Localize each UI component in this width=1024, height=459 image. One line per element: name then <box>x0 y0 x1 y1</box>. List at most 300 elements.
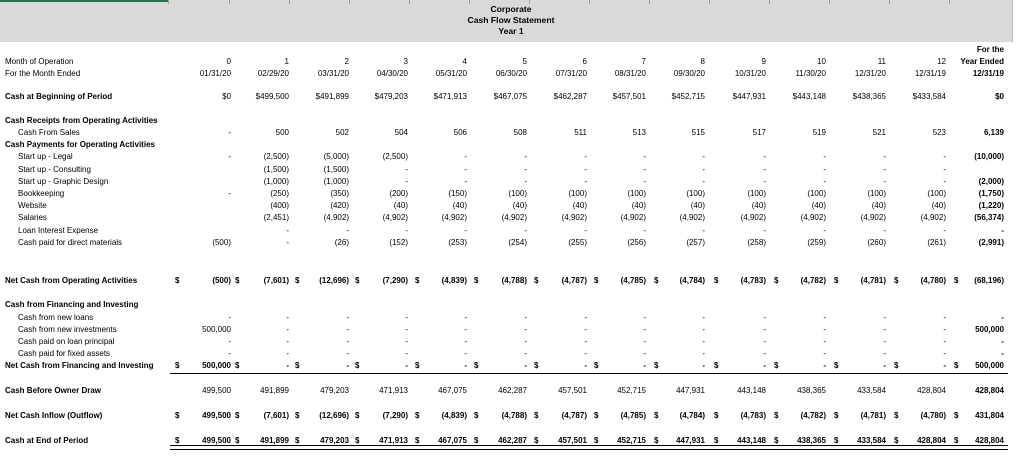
row-value: 462,287 <box>498 386 527 395</box>
row-value: 443,148 <box>737 386 766 395</box>
row-value: - <box>763 165 766 174</box>
row-label: Bookkeeping <box>18 189 65 198</box>
row-value: - <box>524 152 527 161</box>
row-year-total: 500,000 <box>975 361 1004 370</box>
currency-symbol: $ <box>774 436 779 445</box>
month-number: 2 <box>344 57 349 66</box>
currency-symbol: $ <box>474 436 479 445</box>
row-value: - <box>405 226 408 235</box>
currency-symbol: $ <box>954 436 959 445</box>
row-value: - <box>823 165 826 174</box>
currency-symbol: $ <box>355 361 360 370</box>
currency-symbol: $ <box>175 276 180 285</box>
row-value: (4,902) <box>501 213 527 222</box>
row-year-total: (2,991) <box>978 238 1004 247</box>
row-label: Net Cash from Financing and Investing <box>5 361 154 370</box>
currency-symbol: $ <box>235 361 240 370</box>
row-value: - <box>643 152 646 161</box>
currency-symbol: $ <box>774 276 779 285</box>
row-year-total: (1,750) <box>978 189 1004 198</box>
row-value: - <box>524 313 527 322</box>
row-year-total: (1,220) <box>978 201 1004 210</box>
row-value: - <box>883 177 886 186</box>
row-value: 447,931 <box>676 386 705 395</box>
row-year-total: (68,196) <box>974 276 1004 285</box>
row-value: - <box>643 349 646 358</box>
row-year-total: (56,374) <box>974 213 1004 222</box>
row-value: - <box>346 337 349 346</box>
row-label: Cash paid for direct materials <box>18 238 123 247</box>
month-date: 08/31/20 <box>614 69 646 78</box>
period-title: Year 1 <box>498 26 524 36</box>
row-value: - <box>524 177 527 186</box>
row-label: Cash from new loans <box>18 313 94 322</box>
row-value: - <box>883 226 886 235</box>
row-value: $438,365 <box>852 92 886 101</box>
currency-symbol: $ <box>654 361 659 370</box>
row-label: Cash from new investments <box>18 325 117 334</box>
row-value: - <box>228 128 231 137</box>
row-value: - <box>823 313 826 322</box>
currency-symbol: $ <box>415 361 420 370</box>
row-year-total: 431,804 <box>975 411 1004 420</box>
row-year-total: - <box>1001 337 1004 346</box>
row-label: Start up - Graphic Design <box>18 177 109 186</box>
selected-column-indicator <box>0 0 168 2</box>
row-year-total: - <box>1001 349 1004 358</box>
row-value: (259) <box>807 238 826 247</box>
row-value: - <box>464 361 467 370</box>
month-number: 0 <box>226 57 231 66</box>
row-value: - <box>464 165 467 174</box>
row-value: - <box>823 361 826 370</box>
row-value: (7,601) <box>263 276 289 285</box>
row-label: Cash paid for fixed assets <box>18 349 111 358</box>
row-value: - <box>883 337 886 346</box>
row-value: 517 <box>752 128 766 137</box>
currency-symbol: $ <box>834 276 839 285</box>
row-value: (500) <box>212 276 231 285</box>
row-value: (5,000) <box>323 152 349 161</box>
row-value: 438,365 <box>797 386 826 395</box>
row-value: - <box>823 177 826 186</box>
row-value: 523 <box>932 128 946 137</box>
row-value: - <box>228 152 231 161</box>
row-value: 500,000 <box>202 361 231 370</box>
row-value: $452,715 <box>671 92 705 101</box>
row-value: (12,696) <box>319 276 349 285</box>
month-date: 04/30/20 <box>376 69 408 78</box>
row-value: - <box>286 349 289 358</box>
row-value: - <box>943 165 946 174</box>
row-value: - <box>763 325 766 334</box>
currency-symbol: $ <box>714 411 719 420</box>
row-value: (4,785) <box>620 276 646 285</box>
row-value: - <box>346 349 349 358</box>
currency-symbol: $ <box>235 276 240 285</box>
row-value: - <box>584 165 587 174</box>
row-value: - <box>584 337 587 346</box>
row-value: $447,931 <box>732 92 766 101</box>
row-value: 452,715 <box>617 386 646 395</box>
row-value: - <box>405 361 408 370</box>
row-value: (100) <box>927 189 946 198</box>
row-value: - <box>286 361 289 370</box>
row-value: (4,787) <box>561 276 587 285</box>
row-value: - <box>702 337 705 346</box>
row-value: (100) <box>867 189 886 198</box>
row-value: 521 <box>872 128 886 137</box>
month-number: 10 <box>817 57 826 66</box>
row-year-total: - <box>1001 226 1004 235</box>
row-value: 499,500 <box>202 386 231 395</box>
currency-symbol: $ <box>654 411 659 420</box>
currency-symbol: $ <box>175 411 180 420</box>
row-label: Cash Payments for Operating Activities <box>5 140 155 149</box>
row-value: 433,584 <box>857 436 886 445</box>
row-value: - <box>464 152 467 161</box>
currency-symbol: $ <box>175 361 180 370</box>
currency-symbol: $ <box>594 436 599 445</box>
month-date: 06/30/20 <box>495 69 527 78</box>
month-number: 8 <box>700 57 705 66</box>
row-value: 499,500 <box>202 411 231 420</box>
row-value: - <box>405 349 408 358</box>
row-value: - <box>228 189 231 198</box>
currency-symbol: $ <box>415 411 420 420</box>
row-value: - <box>464 226 467 235</box>
currency-symbol: $ <box>654 436 659 445</box>
row-value: - <box>464 313 467 322</box>
row-value: 462,287 <box>498 436 527 445</box>
row-value: 438,365 <box>797 436 826 445</box>
row-value: 428,804 <box>917 386 946 395</box>
row-value: - <box>524 226 527 235</box>
row-value: (12,696) <box>319 411 349 420</box>
row-value: - <box>943 325 946 334</box>
row-value: - <box>763 152 766 161</box>
row-value: - <box>702 361 705 370</box>
row-value: - <box>883 361 886 370</box>
row-value: - <box>643 165 646 174</box>
row-value: 443,148 <box>737 436 766 445</box>
currency-symbol: $ <box>594 411 599 420</box>
row-value: - <box>524 325 527 334</box>
row-value: - <box>883 349 886 358</box>
month-date: 09/30/20 <box>673 69 705 78</box>
row-value: - <box>943 361 946 370</box>
row-value: 428,804 <box>917 436 946 445</box>
column-divider <box>289 0 290 4</box>
row-value: 500 <box>275 128 289 137</box>
currency-symbol: $ <box>415 276 420 285</box>
column-divider <box>349 0 350 4</box>
row-value: - <box>702 165 705 174</box>
row-label: Cash Before Owner Draw <box>5 386 102 395</box>
currency-symbol: $ <box>894 361 899 370</box>
row-value: - <box>702 325 705 334</box>
row-value: 491,899 <box>260 386 289 395</box>
currency-symbol: $ <box>834 436 839 445</box>
currency-symbol: $ <box>714 276 719 285</box>
row-value: (150) <box>448 189 467 198</box>
row-label: Cash Receipts from Operating Activities <box>5 116 158 125</box>
month-of-operation-label: Month of Operation <box>5 57 74 66</box>
row-value: $467,075 <box>493 92 527 101</box>
currency-symbol: $ <box>654 276 659 285</box>
row-value: (258) <box>747 238 766 247</box>
row-value: - <box>286 238 289 247</box>
row-value: - <box>943 337 946 346</box>
month-date: 12/31/20 <box>854 69 886 78</box>
row-value: (4,785) <box>620 411 646 420</box>
row-value: 467,075 <box>438 436 467 445</box>
row-value: (1,000) <box>263 177 289 186</box>
currency-symbol: $ <box>714 436 719 445</box>
row-value: (1,500) <box>323 165 349 174</box>
currency-symbol: $ <box>894 276 899 285</box>
currency-symbol: $ <box>774 361 779 370</box>
row-value: $462,287 <box>553 92 587 101</box>
row-value: (4,902) <box>441 213 467 222</box>
currency-symbol: $ <box>954 361 959 370</box>
row-value: (253) <box>448 238 467 247</box>
row-value: - <box>524 337 527 346</box>
row-value: - <box>584 361 587 370</box>
company-title: Corporate <box>490 4 532 14</box>
row-value: $0 <box>222 92 231 101</box>
row-value: (2,500) <box>263 152 289 161</box>
row-value: (40) <box>572 201 587 210</box>
row-value: - <box>346 361 349 370</box>
row-value: 433,584 <box>857 386 886 395</box>
row-value: 506 <box>453 128 467 137</box>
row-value: - <box>763 361 766 370</box>
row-value: - <box>524 165 527 174</box>
row-value: 447,931 <box>676 436 705 445</box>
row-value: (4,839) <box>441 276 467 285</box>
currency-symbol: $ <box>355 276 360 285</box>
row-value: - <box>524 349 527 358</box>
row-value: (40) <box>811 201 826 210</box>
row-label: Salaries <box>18 213 47 222</box>
row-value: (400) <box>270 201 289 210</box>
row-value: (4,781) <box>860 411 886 420</box>
underline <box>170 373 1008 374</box>
row-value: - <box>702 152 705 161</box>
currency-symbol: $ <box>834 411 839 420</box>
currency-symbol: $ <box>534 276 539 285</box>
row-value: - <box>405 165 408 174</box>
row-value: - <box>643 361 646 370</box>
currency-symbol: $ <box>954 411 959 420</box>
currency-symbol: $ <box>534 436 539 445</box>
row-value: - <box>228 349 231 358</box>
column-divider <box>649 0 650 4</box>
currency-symbol: $ <box>534 361 539 370</box>
row-year-total: 428,804 <box>975 436 1004 445</box>
row-value: 479,203 <box>320 386 349 395</box>
year-total-date: 12/31/19 <box>972 69 1004 78</box>
row-value: (4,788) <box>501 276 527 285</box>
row-year-total: 6,139 <box>983 128 1004 137</box>
currency-symbol: $ <box>235 411 240 420</box>
row-label: Net Cash Inflow (Outflow) <box>5 411 103 420</box>
row-label: Net Cash from Operating Activities <box>5 276 138 285</box>
month-ended-label: For the Month Ended <box>5 69 81 78</box>
row-value: (4,788) <box>501 411 527 420</box>
row-value: 471,913 <box>379 436 408 445</box>
row-value: 471,913 <box>379 386 408 395</box>
row-value: - <box>883 165 886 174</box>
row-value: - <box>584 226 587 235</box>
currency-symbol: $ <box>894 436 899 445</box>
row-value: - <box>883 313 886 322</box>
row-value: (1,000) <box>323 177 349 186</box>
row-value: - <box>823 337 826 346</box>
row-value: (2,500) <box>382 152 408 161</box>
currency-symbol: $ <box>534 411 539 420</box>
row-value: - <box>464 325 467 334</box>
column-divider <box>168 0 169 4</box>
row-value: - <box>702 313 705 322</box>
currency-symbol: $ <box>175 436 180 445</box>
row-value: (40) <box>751 201 766 210</box>
column-divider <box>949 0 950 4</box>
month-number: 7 <box>641 57 646 66</box>
row-value: - <box>943 349 946 358</box>
row-value: (2,451) <box>263 213 289 222</box>
row-value: - <box>464 177 467 186</box>
currency-symbol: $ <box>474 361 479 370</box>
row-value: - <box>823 152 826 161</box>
currency-symbol: $ <box>355 436 360 445</box>
row-value: - <box>346 226 349 235</box>
month-date: 11/30/20 <box>795 69 826 78</box>
row-value: - <box>763 349 766 358</box>
month-date: 05/31/20 <box>435 69 467 78</box>
row-value: (4,902) <box>323 213 349 222</box>
row-value: 511 <box>574 128 587 137</box>
row-value: - <box>286 325 289 334</box>
row-value: (40) <box>931 201 946 210</box>
row-value: (4,787) <box>561 411 587 420</box>
row-value: (100) <box>568 189 587 198</box>
row-value: (100) <box>807 189 826 198</box>
row-value: - <box>584 152 587 161</box>
row-year-total: 500,000 <box>975 325 1004 334</box>
row-value: $433,584 <box>912 92 946 101</box>
column-divider <box>829 0 830 4</box>
row-value: (260) <box>867 238 886 247</box>
row-value: 513 <box>632 128 646 137</box>
row-label: Start up - Legal <box>18 152 73 161</box>
row-value: (4,902) <box>620 213 646 222</box>
row-value: - <box>943 313 946 322</box>
month-number: 3 <box>403 57 408 66</box>
row-value: $471,913 <box>433 92 467 101</box>
row-value: - <box>763 226 766 235</box>
row-value: - <box>702 349 705 358</box>
row-value: (4,782) <box>800 411 826 420</box>
row-value: - <box>883 325 886 334</box>
row-value: 479,203 <box>320 436 349 445</box>
row-value: (250) <box>270 189 289 198</box>
column-divider <box>889 0 890 4</box>
double-underline <box>170 445 1008 450</box>
row-value: $499,500 <box>255 92 289 101</box>
row-value: (256) <box>627 238 646 247</box>
row-value: - <box>702 226 705 235</box>
row-value: - <box>464 349 467 358</box>
row-value: (200) <box>389 189 408 198</box>
row-value: - <box>228 313 231 322</box>
row-value: (254) <box>508 238 527 247</box>
year-total-header: Year Ended <box>960 57 1004 66</box>
month-date: 02/29/20 <box>257 69 289 78</box>
row-value: (4,902) <box>561 213 587 222</box>
row-value: (420) <box>330 201 349 210</box>
currency-symbol: $ <box>295 276 300 285</box>
row-value: - <box>643 325 646 334</box>
row-value: (350) <box>330 189 349 198</box>
currency-symbol: $ <box>355 411 360 420</box>
row-value: 500,000 <box>202 325 231 334</box>
row-value: - <box>584 325 587 334</box>
month-number: 11 <box>877 57 886 66</box>
month-number: 4 <box>462 57 467 66</box>
row-value: - <box>943 226 946 235</box>
row-value: - <box>405 313 408 322</box>
row-label: Cash at End of Period <box>5 436 89 445</box>
row-value: (152) <box>389 238 408 247</box>
row-value: (4,780) <box>920 411 946 420</box>
row-value: - <box>524 361 527 370</box>
row-value: (40) <box>690 201 705 210</box>
row-value: $479,203 <box>374 92 408 101</box>
row-value: (4,784) <box>679 276 705 285</box>
row-value: - <box>702 177 705 186</box>
month-date: 07/31/20 <box>555 69 587 78</box>
currency-symbol: $ <box>415 436 420 445</box>
currency-symbol: $ <box>774 411 779 420</box>
row-value: (40) <box>512 201 527 210</box>
row-value: 519 <box>812 128 826 137</box>
row-value: $491,899 <box>315 92 349 101</box>
row-value: (4,902) <box>382 213 408 222</box>
row-value: - <box>286 337 289 346</box>
row-value: $457,501 <box>612 92 646 101</box>
currency-symbol: $ <box>954 276 959 285</box>
row-value: (500) <box>212 238 231 247</box>
row-value: - <box>584 313 587 322</box>
row-value: - <box>943 177 946 186</box>
currency-symbol: $ <box>295 411 300 420</box>
month-number: 12 <box>937 57 946 66</box>
row-value: (255) <box>568 238 587 247</box>
row-value: - <box>883 152 886 161</box>
row-value: (4,783) <box>740 276 766 285</box>
row-label: Cash at Beginning of Period <box>5 92 113 101</box>
month-date: 01/31/20 <box>199 69 231 78</box>
row-value: - <box>346 313 349 322</box>
month-date: 10/31/20 <box>734 69 766 78</box>
row-value: (4,782) <box>800 276 826 285</box>
row-value: - <box>763 337 766 346</box>
row-value: - <box>763 177 766 186</box>
row-label: Start up - Consulting <box>18 165 91 174</box>
row-year-total: 428,804 <box>975 386 1004 395</box>
